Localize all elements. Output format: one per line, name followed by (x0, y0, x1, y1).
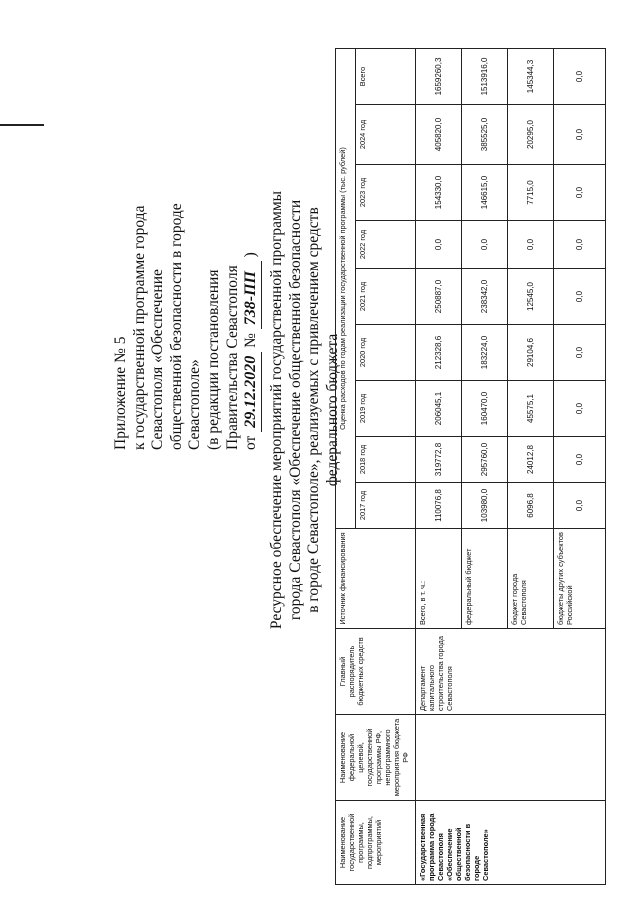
federal-program-cell (416, 715, 606, 801)
manager-cell: Департамент капитального строительства города Севастополя (416, 629, 606, 715)
value-cell: 0,0 (508, 221, 554, 269)
source-cell: Всего, в т. ч.: (416, 529, 462, 629)
source-cell: бюджеты других субъектов Российской (554, 529, 606, 629)
table-header-row (336, 49, 356, 885)
value-cell: 29104,6 (508, 325, 554, 381)
value-cell: 0,0 (554, 165, 606, 221)
source-cell: федеральный бюджет (462, 529, 508, 629)
value-cell: 160470,0 (462, 381, 508, 437)
title-line: Ресурсное обеспечение мероприятий государственной программы (268, 190, 285, 630)
date-prefix: от (242, 435, 260, 450)
value-cell: 319772,8 (416, 437, 462, 483)
total-cell: 0,0 (554, 49, 606, 105)
value-cell: 0,0 (462, 221, 508, 269)
appendix-line: Правительства Севастополя (223, 265, 241, 450)
value-cell: 405820,0 (416, 105, 462, 165)
total-cell: 1659260,3 (416, 49, 462, 105)
header-year: 2017 год (356, 483, 416, 529)
appendix-line: Приложение № 5 (112, 336, 129, 450)
header-manager: Главный распорядитель бюджетных средств (336, 629, 416, 715)
header-year: 2020 год (356, 325, 416, 381)
value-cell: 0,0 (554, 269, 606, 325)
value-cell: 20295,0 (508, 105, 554, 165)
resource-table (335, 48, 606, 885)
value-cell: 0,0 (554, 325, 606, 381)
value-cell: 0,0 (554, 483, 606, 529)
title-line: города Севастополя «Обеспечение общественной безопасности (286, 199, 304, 621)
value-cell: 154330,0 (416, 165, 462, 221)
value-cell: 295760,0 (462, 437, 508, 483)
total-cell: 145344,3 (508, 49, 554, 105)
value-cell: 103980,0 (462, 483, 508, 529)
handwritten-date: 29.12.2020 (242, 352, 262, 432)
appendix-header (112, 200, 262, 450)
value-cell: 0,0 (554, 105, 606, 165)
value-cell: 0,0 (554, 437, 606, 483)
title-line: федерального бюджета (323, 333, 341, 487)
document-title (268, 140, 342, 680)
header-year: 2024 год (356, 105, 416, 165)
value-cell: 0,0 (416, 221, 462, 269)
number-prefix: № (242, 333, 260, 348)
value-cell: 250887,0 (416, 269, 462, 325)
value-cell: 238342,0 (462, 269, 508, 325)
value-cell: 146615,0 (462, 165, 508, 221)
closing-paren: ) (242, 252, 260, 258)
program-name-cell: «Государственная программа города Севастополя «Обеспечение общественной безопасности в городе Севастополе» (416, 801, 606, 885)
value-cell: 385525,0 (462, 105, 508, 165)
table-row (416, 49, 462, 885)
value-cell: 212328,6 (416, 325, 462, 381)
header-year: 2022 год (356, 221, 416, 269)
value-cell: 0,0 (554, 381, 606, 437)
appendix-line: Севастополе» (186, 359, 204, 450)
header-year: 2021 год (356, 269, 416, 325)
value-cell: 110076,8 (416, 483, 462, 529)
total-cell: 1513916,0 (462, 49, 508, 105)
handwritten-number: 738-ПП (242, 261, 262, 329)
appendix-date-line (242, 200, 262, 450)
header-program-name: Наименование государственной программы, подпрограммы, мероприятий (336, 801, 416, 885)
header-federal-program: Наименование федеральной целевой, государственной программы РФ, непрограммного мероприятия бюджета РФ (336, 715, 416, 801)
value-cell: 12545,0 (508, 269, 554, 325)
appendix-line: общественной безопасности в городе (167, 203, 185, 450)
header-year: 2019 год (356, 381, 416, 437)
header-estimate: Оценка расходов по годам реализации государственной программы (тыс. рублей) (336, 49, 356, 529)
value-cell: 6096,8 (508, 483, 554, 529)
value-cell: 7715,0 (508, 165, 554, 221)
appendix-line: Севастополя «Обеспечение (149, 269, 167, 450)
value-cell: 45575,1 (508, 381, 554, 437)
title-line: в городе Севастополе», реализуемых с привлечением средств (305, 207, 323, 613)
value-cell: 206045,1 (416, 381, 462, 437)
header-total: Всего (356, 49, 416, 105)
value-cell: 183224,0 (462, 325, 508, 381)
value-cell: 0,0 (554, 221, 606, 269)
appendix-line: к государственной программе города (130, 205, 148, 450)
value-cell: 24012,8 (508, 437, 554, 483)
header-year: 2023 год (356, 165, 416, 221)
appendix-line: (в редакции постановления (204, 269, 222, 450)
header-source: Источник финансирования (336, 529, 416, 629)
source-cell: бюджет города Севастополя (508, 529, 554, 629)
header-year: 2018 год (356, 437, 416, 483)
